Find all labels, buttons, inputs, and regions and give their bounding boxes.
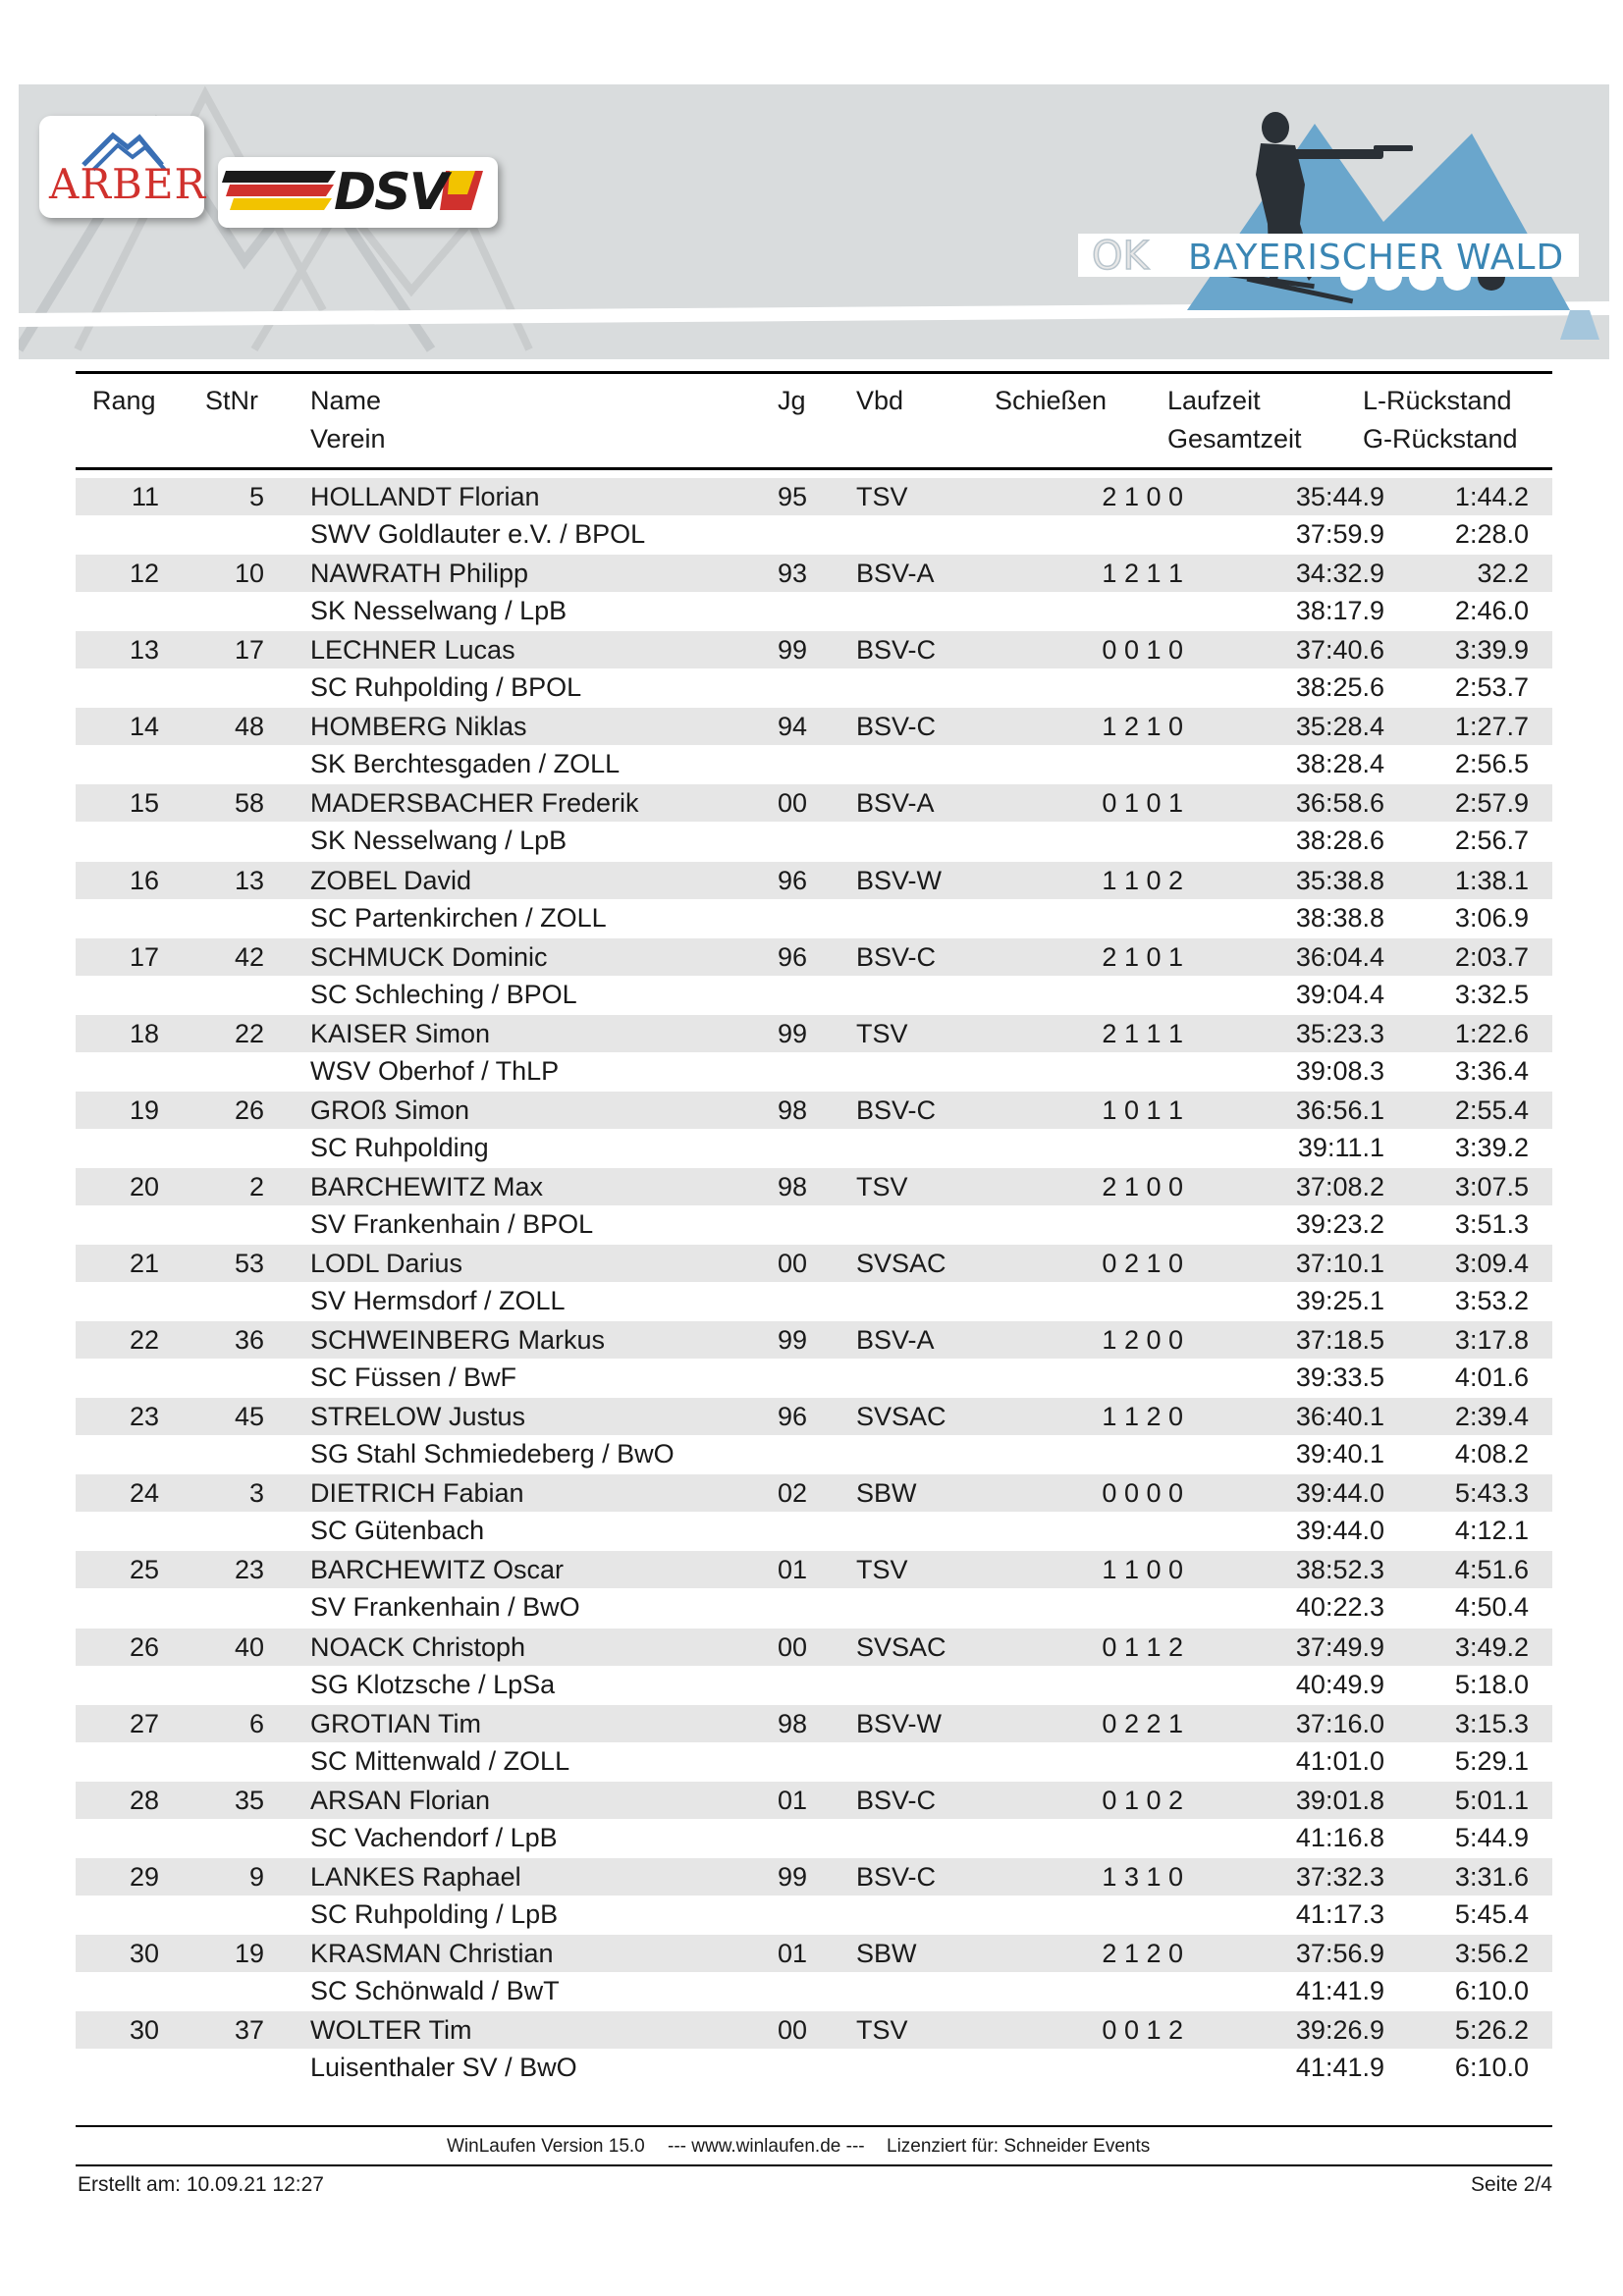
rang-cell: 18 <box>129 1018 159 1048</box>
rang-cell: 17 <box>129 941 159 972</box>
g-rueckstand-cell: 2:53.7 <box>1454 672 1529 703</box>
g-rueckstand-cell: 4:08.2 <box>1454 1439 1529 1469</box>
jahrgang-cell: 00 <box>778 1249 808 1278</box>
verein-cell: SG Stahl Schmiedeberg / BwO <box>310 1439 675 1469</box>
athlete-name: WOLTER Tim <box>310 2015 472 2045</box>
rang-cell: 15 <box>129 788 159 819</box>
gesamtzeit-cell: 39:08.3 <box>1295 1055 1384 1086</box>
stnr-cell: 48 <box>234 712 264 742</box>
verein-cell: WSV Oberhof / ThLP <box>310 1055 560 1086</box>
gesamtzeit-cell: 40:49.9 <box>1295 1669 1384 1699</box>
table-row <box>76 1705 1552 1782</box>
athlete-name: STRELOW Justus <box>310 1402 526 1432</box>
g-rueckstand-cell: 4:01.6 <box>1454 1362 1529 1393</box>
g-rueckstand-cell: 5:44.9 <box>1454 1822 1529 1852</box>
laufzeit-cell: 39:44.0 <box>1295 1478 1384 1509</box>
col-header-l-rueckstand: L-Rückstand <box>1363 386 1512 415</box>
gesamtzeit-cell: 41:17.3 <box>1295 1898 1384 1929</box>
g-rueckstand-cell: 2:46.0 <box>1454 596 1529 626</box>
ok-wordmark: OK <box>1092 234 1149 279</box>
laufzeit-cell: 35:38.8 <box>1295 865 1384 895</box>
gesamtzeit-cell: 39:44.0 <box>1295 1516 1384 1546</box>
l-rueckstand-cell: 3:31.6 <box>1454 1861 1529 1892</box>
verband-cell: BSV-C <box>856 1095 937 1125</box>
jahrgang-cell: 94 <box>778 712 808 742</box>
jahrgang-cell: 01 <box>778 1785 808 1815</box>
g-rueckstand-cell: 3:32.5 <box>1454 979 1529 1009</box>
footer-website: --- www.winlaufen.de --- <box>668 2136 865 2157</box>
rang-cell: 30 <box>129 1938 159 1968</box>
gesamtzeit-cell: 37:59.9 <box>1295 519 1384 549</box>
g-rueckstand-cell: 3:51.3 <box>1454 1208 1529 1239</box>
col-header-stnr: StNr <box>205 386 258 415</box>
jahrgang-cell: 99 <box>778 1325 808 1356</box>
col-header-jg: Jg <box>778 386 806 415</box>
biathlete-icon <box>1207 106 1423 332</box>
laufzeit-cell: 37:40.6 <box>1295 635 1384 666</box>
athlete-name: LODL Darius <box>310 1249 463 1278</box>
schiessen-cell: 1 1 0 2 <box>1102 865 1183 895</box>
table-row <box>76 1398 1552 1474</box>
verband-cell: BSV-W <box>856 1708 943 1738</box>
g-rueckstand-cell: 2:56.7 <box>1454 826 1529 856</box>
jahrgang-cell: 96 <box>778 941 808 972</box>
rang-cell: 26 <box>129 1631 159 1662</box>
verband-cell: TSV <box>856 1171 908 1201</box>
laufzeit-cell: 36:40.1 <box>1295 1402 1384 1432</box>
table-row <box>76 555 1552 631</box>
table-row <box>76 1474 1552 1551</box>
table-row <box>76 938 1552 1015</box>
g-rueckstand-cell: 3:06.9 <box>1454 902 1529 933</box>
laufzeit-cell: 37:49.9 <box>1295 1631 1384 1662</box>
gesamtzeit-cell: 39:40.1 <box>1295 1439 1384 1469</box>
gesamtzeit-cell: 39:23.2 <box>1295 1208 1384 1239</box>
col-header-laufzeit: Laufzeit <box>1167 386 1261 415</box>
athlete-name: NAWRATH Philipp <box>310 559 529 589</box>
table-row <box>76 862 1552 938</box>
jahrgang-cell: 98 <box>778 1708 808 1738</box>
g-rueckstand-cell: 5:18.0 <box>1454 1669 1529 1699</box>
laufzeit-cell: 37:08.2 <box>1295 1171 1384 1201</box>
stnr-cell: 37 <box>234 2015 264 2045</box>
stnr-cell: 42 <box>234 941 264 972</box>
l-rueckstand-cell: 2:55.4 <box>1454 1095 1529 1125</box>
athlete-name: SCHWEINBERG Markus <box>310 1325 606 1356</box>
dsv-logo <box>218 157 498 228</box>
l-rueckstand-cell: 3:07.5 <box>1454 1171 1529 1201</box>
header-bottom-rule <box>76 467 1552 470</box>
laufzeit-cell: 34:32.9 <box>1295 559 1384 589</box>
table-row <box>76 1629 1552 1705</box>
schiessen-cell: 0 0 0 0 <box>1102 1478 1183 1509</box>
gesamtzeit-cell: 39:11.1 <box>1297 1132 1384 1162</box>
athlete-name: GROß Simon <box>310 1095 470 1125</box>
jahrgang-cell: 99 <box>778 1018 808 1048</box>
gesamtzeit-cell: 41:01.0 <box>1295 1745 1384 1776</box>
gesamtzeit-cell: 38:28.4 <box>1295 749 1384 779</box>
laufzeit-cell: 35:44.9 <box>1295 482 1384 511</box>
g-rueckstand-cell: 4:12.1 <box>1454 1516 1529 1546</box>
footer-bottom-rule <box>76 2164 1552 2166</box>
ok-bayerischer-wald-logo <box>1078 234 1579 277</box>
col-header-g-rueckstand: G-Rückstand <box>1363 424 1518 454</box>
rang-cell: 21 <box>129 1249 159 1278</box>
col-header-name: Name <box>310 386 382 415</box>
athlete-name: BARCHEWITZ Oscar <box>310 1555 565 1585</box>
gesamtzeit-cell: 38:28.6 <box>1295 826 1384 856</box>
schiessen-cell: 1 3 1 0 <box>1102 1861 1183 1892</box>
table-row <box>76 1245 1552 1321</box>
l-rueckstand-cell: 1:44.2 <box>1454 482 1529 511</box>
athlete-name: ZOBEL David <box>310 865 472 895</box>
stnr-cell: 22 <box>234 1018 264 1048</box>
laufzeit-cell: 37:56.9 <box>1295 1938 1384 1968</box>
col-header-gesamtzeit: Gesamtzeit <box>1167 424 1302 454</box>
table-row <box>76 1168 1552 1245</box>
stnr-cell: 2 <box>248 1171 264 1201</box>
stnr-cell: 5 <box>248 482 264 511</box>
verein-cell: SC Partenkirchen / ZOLL <box>310 902 607 933</box>
verband-cell: BSV-A <box>856 788 935 819</box>
g-rueckstand-cell: 3:39.2 <box>1454 1132 1529 1162</box>
verein-cell: SK Nesselwang / LpB <box>310 826 568 856</box>
jahrgang-cell: 98 <box>778 1171 808 1201</box>
verband-cell: TSV <box>856 2015 908 2045</box>
verein-cell: SG Klotzsche / LpSa <box>310 1669 556 1699</box>
rang-cell: 12 <box>129 559 159 589</box>
jahrgang-cell: 96 <box>778 865 808 895</box>
rang-cell: 20 <box>129 1171 159 1201</box>
g-rueckstand-cell: 3:36.4 <box>1454 1055 1529 1086</box>
gesamtzeit-cell: 39:04.4 <box>1295 979 1384 1009</box>
stnr-cell: 6 <box>248 1708 264 1738</box>
verband-cell: SVSAC <box>856 1631 947 1662</box>
athlete-name: HOLLANDT Florian <box>310 482 540 511</box>
athlete-name: LECHNER Lucas <box>310 635 515 666</box>
col-header-verein: Verein <box>310 424 386 454</box>
arber-wordmark: ARBER <box>49 160 207 208</box>
verband-cell: BSV-W <box>856 865 943 895</box>
stnr-cell: 19 <box>234 1938 264 1968</box>
table-row <box>76 2011 1552 2088</box>
table-row <box>76 478 1552 555</box>
g-rueckstand-cell: 2:56.5 <box>1454 749 1529 779</box>
verein-cell: SC Ruhpolding / BPOL <box>310 672 582 703</box>
verein-cell: SC Gütenbach <box>310 1516 485 1546</box>
stnr-cell: 9 <box>248 1861 264 1892</box>
athlete-name: GROTIAN Tim <box>310 1708 481 1738</box>
athlete-name: KRASMAN Christian <box>310 1938 554 1968</box>
athlete-name: LANKES Raphael <box>310 1861 521 1892</box>
l-rueckstand-cell: 2:03.7 <box>1454 941 1529 972</box>
laufzeit-cell: 36:56.1 <box>1295 1095 1384 1125</box>
l-rueckstand-cell: 1:38.1 <box>1454 865 1529 895</box>
jahrgang-cell: 95 <box>778 482 808 511</box>
gesamtzeit-cell: 41:41.9 <box>1295 1975 1384 2005</box>
verein-cell: SC Schleching / BPOL <box>310 979 577 1009</box>
table-row <box>76 1782 1552 1858</box>
jahrgang-cell: 02 <box>778 1478 808 1509</box>
stnr-cell: 23 <box>234 1555 264 1585</box>
table-row <box>76 784 1552 861</box>
stnr-cell: 53 <box>234 1249 264 1278</box>
schiessen-cell: 1 2 1 0 <box>1102 712 1183 742</box>
g-rueckstand-cell: 6:10.0 <box>1454 2053 1529 2082</box>
gesamtzeit-cell: 39:25.1 <box>1295 1286 1384 1315</box>
g-rueckstand-cell: 5:45.4 <box>1454 1898 1529 1929</box>
gesamtzeit-cell: 40:22.3 <box>1295 1592 1384 1623</box>
gesamtzeit-cell: 38:38.8 <box>1295 902 1384 933</box>
table-row <box>76 1321 1552 1398</box>
stnr-cell: 26 <box>234 1095 264 1125</box>
verband-cell: BSV-C <box>856 1861 937 1892</box>
schiessen-cell: 0 0 1 2 <box>1102 2015 1183 2045</box>
l-rueckstand-cell: 5:26.2 <box>1454 2015 1529 2045</box>
gesamtzeit-cell: 41:41.9 <box>1295 2053 1384 2082</box>
rang-cell: 14 <box>129 712 159 742</box>
rang-cell: 22 <box>129 1325 159 1356</box>
laufzeit-cell: 37:16.0 <box>1295 1708 1384 1738</box>
jahrgang-cell: 99 <box>778 635 808 666</box>
laufzeit-cell: 36:58.6 <box>1295 788 1384 819</box>
rang-cell: 13 <box>129 635 159 666</box>
athlete-name: DIETRICH Fabian <box>310 1478 524 1509</box>
verband-cell: BSV-C <box>856 941 937 972</box>
verein-cell: SWV Goldlauter e.V. / BPOL <box>310 519 646 549</box>
rang-cell: 19 <box>129 1095 159 1125</box>
col-header-schiessen: Schießen <box>995 386 1108 415</box>
schiessen-cell: 2 1 2 0 <box>1102 1938 1183 1968</box>
l-rueckstand-cell: 3:09.4 <box>1454 1249 1529 1278</box>
gesamtzeit-cell: 39:33.5 <box>1295 1362 1384 1393</box>
schiessen-cell: 2 1 0 1 <box>1102 941 1183 972</box>
g-rueckstand-cell: 2:28.0 <box>1454 519 1529 549</box>
g-rueckstand-cell: 5:29.1 <box>1454 1745 1529 1776</box>
verband-cell: SBW <box>856 1478 917 1509</box>
verein-cell: Luisenthaler SV / BwO <box>310 2053 577 2082</box>
laufzeit-cell: 37:32.3 <box>1295 1861 1384 1892</box>
gesamtzeit-cell: 38:17.9 <box>1295 596 1384 626</box>
g-rueckstand-cell: 6:10.0 <box>1454 1975 1529 2005</box>
schiessen-cell: 0 1 0 2 <box>1102 1785 1183 1815</box>
verband-cell: TSV <box>856 482 908 511</box>
header-top-rule <box>76 371 1552 374</box>
laufzeit-cell: 35:28.4 <box>1295 712 1384 742</box>
verband-cell: TSV <box>856 1555 908 1585</box>
table-row <box>76 1551 1552 1628</box>
stnr-cell: 45 <box>234 1402 264 1432</box>
schiessen-cell: 0 0 1 0 <box>1102 635 1183 666</box>
athlete-name: BARCHEWITZ Max <box>310 1171 544 1201</box>
l-rueckstand-cell: 3:49.2 <box>1454 1631 1529 1662</box>
arber-logo <box>39 116 207 218</box>
g-rueckstand-cell: 4:50.4 <box>1454 1592 1529 1623</box>
table-row <box>76 631 1552 708</box>
verein-cell: SK Berchtesgaden / ZOLL <box>310 749 621 779</box>
stnr-cell: 10 <box>234 559 264 589</box>
verband-cell: SBW <box>856 1938 917 1968</box>
verband-cell: BSV-C <box>856 1785 937 1815</box>
l-rueckstand-cell: 3:17.8 <box>1454 1325 1529 1356</box>
stnr-cell: 13 <box>234 865 264 895</box>
schiessen-cell: 0 2 1 0 <box>1102 1249 1183 1278</box>
schiessen-cell: 2 1 0 0 <box>1102 482 1183 511</box>
laufzeit-cell: 39:26.9 <box>1295 2015 1384 2045</box>
schiessen-cell: 1 0 1 1 <box>1102 1095 1183 1125</box>
l-rueckstand-cell: 2:57.9 <box>1454 788 1529 819</box>
l-rueckstand-cell: 4:51.6 <box>1454 1555 1529 1585</box>
rang-cell: 23 <box>129 1402 159 1432</box>
jahrgang-cell: 00 <box>778 2015 808 2045</box>
stnr-cell: 3 <box>248 1478 264 1509</box>
footer-software: WinLaufen Version 15.0 <box>447 2136 645 2157</box>
l-rueckstand-cell: 3:39.9 <box>1454 635 1529 666</box>
schiessen-cell: 2 1 1 1 <box>1102 1018 1183 1048</box>
schiessen-cell: 1 2 0 0 <box>1102 1325 1183 1356</box>
athlete-name: ARSAN Florian <box>310 1785 491 1815</box>
stnr-cell: 35 <box>234 1785 264 1815</box>
verein-cell: SC Mittenwald / ZOLL <box>310 1745 570 1776</box>
verein-cell: SC Füssen / BwF <box>310 1362 517 1393</box>
jahrgang-cell: 93 <box>778 559 808 589</box>
jahrgang-cell: 01 <box>778 1938 808 1968</box>
verband-cell: BSV-C <box>856 712 937 742</box>
gesamtzeit-cell: 41:16.8 <box>1295 1822 1384 1852</box>
stnr-cell: 58 <box>234 788 264 819</box>
table-row <box>76 1935 1552 2011</box>
laufzeit-cell: 36:04.4 <box>1295 941 1384 972</box>
laufzeit-cell: 38:52.3 <box>1295 1555 1384 1585</box>
l-rueckstand-cell: 3:56.2 <box>1454 1938 1529 1968</box>
schiessen-cell: 0 1 1 2 <box>1102 1631 1183 1662</box>
schiessen-cell: 1 2 1 1 <box>1102 559 1183 589</box>
rang-cell: 24 <box>129 1478 159 1509</box>
verein-cell: SK Nesselwang / LpB <box>310 596 568 626</box>
verband-cell: BSV-A <box>856 559 935 589</box>
verein-cell: SC Ruhpolding / LpB <box>310 1898 559 1929</box>
jahrgang-cell: 00 <box>778 788 808 819</box>
bayerischer-wald-wordmark: BAYERISCHER WALD <box>1188 238 1565 278</box>
l-rueckstand-cell: 2:39.4 <box>1454 1402 1529 1432</box>
verband-cell: SVSAC <box>856 1249 947 1278</box>
col-header-rang: Rang <box>92 386 156 415</box>
g-rueckstand-cell: 3:53.2 <box>1454 1286 1529 1315</box>
jahrgang-cell: 98 <box>778 1095 808 1125</box>
verein-cell: SV Frankenhain / BPOL <box>310 1208 594 1239</box>
athlete-name: NOACK Christoph <box>310 1631 526 1662</box>
l-rueckstand-cell: 5:01.1 <box>1454 1785 1529 1815</box>
jahrgang-cell: 01 <box>778 1555 808 1585</box>
jahrgang-cell: 99 <box>778 1861 808 1892</box>
verein-cell: SV Frankenhain / BwO <box>310 1592 580 1623</box>
stnr-cell: 40 <box>234 1631 264 1662</box>
footer-top-rule <box>76 2125 1552 2127</box>
jahrgang-cell: 96 <box>778 1402 808 1432</box>
l-rueckstand-cell: 32.2 <box>1477 559 1529 589</box>
verein-cell: SC Schönwald / BwT <box>310 1975 560 2005</box>
rang-cell: 29 <box>129 1861 159 1892</box>
table-row <box>76 1092 1552 1168</box>
rang-cell: 27 <box>129 1708 159 1738</box>
athlete-name: HOMBERG Niklas <box>310 712 527 742</box>
schiessen-cell: 0 1 0 1 <box>1102 788 1183 819</box>
laufzeit-cell: 37:18.5 <box>1295 1325 1384 1356</box>
table-row <box>76 1015 1552 1092</box>
athlete-name: MADERSBACHER Frederik <box>310 788 639 819</box>
table-row <box>76 708 1552 784</box>
athlete-name: KAISER Simon <box>310 1018 491 1048</box>
l-rueckstand-cell: 3:15.3 <box>1454 1708 1529 1738</box>
stnr-cell: 36 <box>234 1325 264 1356</box>
rang-cell: 25 <box>129 1555 159 1585</box>
laufzeit-cell: 39:01.8 <box>1295 1785 1384 1815</box>
footer-license: Lizenziert für: Schneider Events <box>887 2136 1151 2157</box>
laufzeit-cell: 37:10.1 <box>1295 1249 1384 1278</box>
schiessen-cell: 2 1 0 0 <box>1102 1171 1183 1201</box>
footer-created: Erstellt am: 10.09.21 12:27 <box>78 2173 324 2196</box>
verband-cell: BSV-A <box>856 1325 935 1356</box>
footer-page: Seite 2/4 <box>1471 2173 1552 2196</box>
athlete-name: SCHMUCK Dominic <box>310 941 548 972</box>
schiessen-cell: 1 1 2 0 <box>1102 1402 1183 1432</box>
gesamtzeit-cell: 38:25.6 <box>1295 672 1384 703</box>
verein-cell: SC Vachendorf / LpB <box>310 1822 558 1852</box>
rang-cell: 11 <box>131 482 159 511</box>
l-rueckstand-cell: 1:22.6 <box>1454 1018 1529 1048</box>
l-rueckstand-cell: 1:27.7 <box>1454 712 1529 742</box>
verband-cell: BSV-C <box>856 635 937 666</box>
schiessen-cell: 1 1 0 0 <box>1102 1555 1183 1585</box>
schiessen-cell: 0 2 2 1 <box>1102 1708 1183 1738</box>
rang-cell: 30 <box>129 2015 159 2045</box>
verband-cell: SVSAC <box>856 1402 947 1432</box>
rang-cell: 28 <box>129 1785 159 1815</box>
laufzeit-cell: 35:23.3 <box>1295 1018 1384 1048</box>
verband-cell: TSV <box>856 1018 908 1048</box>
rang-cell: 16 <box>129 865 159 895</box>
l-rueckstand-cell: 5:43.3 <box>1454 1478 1529 1509</box>
stnr-cell: 17 <box>234 635 264 666</box>
table-row <box>76 1858 1552 1935</box>
verein-cell: SC Ruhpolding <box>310 1132 489 1162</box>
col-header-vbd: Vbd <box>856 386 904 415</box>
dsv-wordmark: DSV <box>334 163 447 222</box>
verein-cell: SV Hermsdorf / ZOLL <box>310 1286 566 1315</box>
jahrgang-cell: 00 <box>778 1631 808 1662</box>
